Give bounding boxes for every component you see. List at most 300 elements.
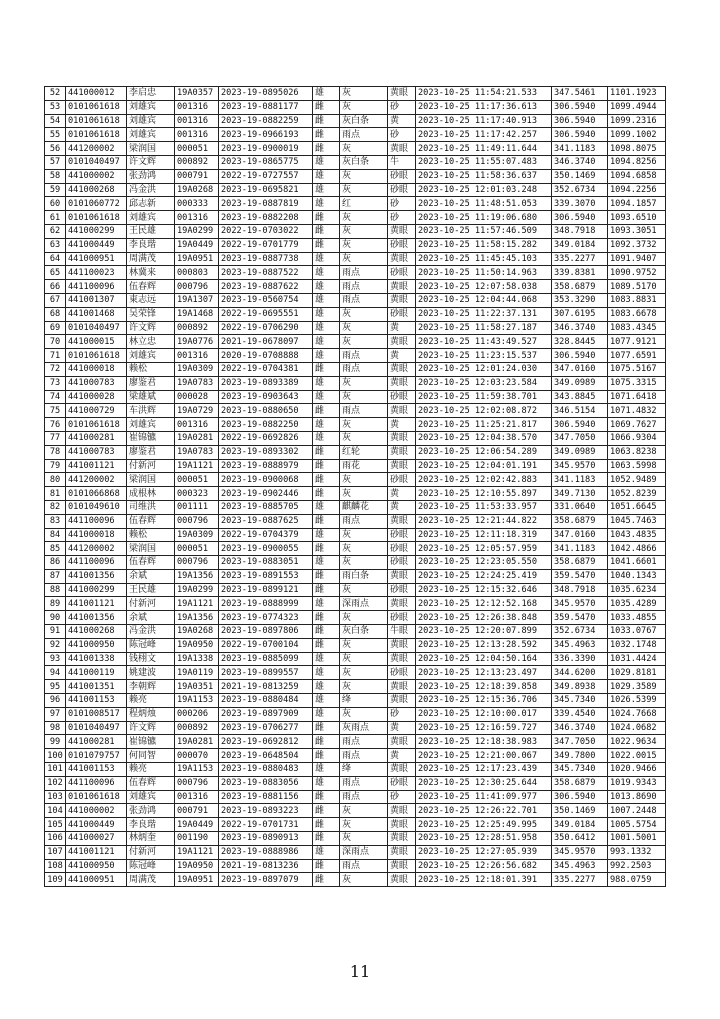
table-cell: 0101040497 [66, 721, 127, 735]
table-cell: 19A1121 [175, 597, 219, 611]
table-cell: 2023-19-0888999 [219, 597, 313, 611]
table-cell: 2023-19-0883051 [219, 556, 313, 570]
table-cell: 441001121 [66, 845, 127, 859]
table-cell: 灰 [340, 183, 388, 197]
table-row [45, 211, 666, 225]
table-cell: 19A0309 [175, 362, 219, 376]
table-cell: 2023-19-0882250 [219, 418, 313, 432]
table-row [45, 528, 666, 542]
table-cell: 001316 [175, 790, 219, 804]
table-cell: 441001121 [66, 597, 127, 611]
table-cell: 2023-10-25 12:16:59.727 [416, 721, 552, 735]
table-cell: 441100096 [66, 556, 127, 570]
table-cell: 灰白条 [340, 114, 388, 128]
table-cell: 2023-19-0966193 [219, 128, 313, 142]
table-cell: 周满茂 [127, 873, 175, 887]
table-cell: 339.8381 [552, 266, 608, 280]
table-cell: 68 [45, 307, 66, 321]
table-cell: 灰 [340, 142, 388, 156]
table-cell: 1071.6418 [608, 390, 666, 404]
table-cell: 2023-10-25 12:02:08.872 [416, 404, 552, 418]
table-cell: 2021-19-0813236 [219, 859, 313, 873]
table-cell: 2023-10-25 11:41:09.977 [416, 790, 552, 804]
table-cell: 73 [45, 376, 66, 390]
table-cell: 刘雄宾 [127, 349, 175, 363]
table-cell: 1052.9489 [608, 473, 666, 487]
table-cell: 347.0160 [552, 362, 608, 376]
table-cell: 57 [45, 155, 66, 169]
table-row [45, 238, 666, 252]
table-cell: 2023-19-0888979 [219, 459, 313, 473]
table-cell: 雄 [313, 87, 340, 101]
table-cell: 345.9570 [552, 597, 608, 611]
table-row [45, 266, 666, 280]
table-cell: 雨点 [340, 362, 388, 376]
table-cell: 雌 [313, 514, 340, 528]
table-cell: 深雨点 [340, 845, 388, 859]
table-cell: 2023-19-0695821 [219, 183, 313, 197]
table-cell: 2023-19-0706277 [219, 721, 313, 735]
table-cell: 1051.6645 [608, 500, 666, 514]
table-row [45, 666, 666, 680]
table-cell: 19A0309 [175, 528, 219, 542]
table-cell: 雌 [313, 445, 340, 459]
table-cell: 赖松 [127, 528, 175, 542]
table-cell: 19A0729 [175, 404, 219, 418]
table-cell: 黄眼 [388, 680, 416, 694]
table-cell: 000803 [175, 266, 219, 280]
table-cell: 2023-10-25 11:55:07.483 [416, 155, 552, 169]
table-cell: 001316 [175, 418, 219, 432]
table-cell: 441001153 [66, 694, 127, 708]
table-cell: 雄 [313, 776, 340, 790]
table-cell: 雨点 [340, 790, 388, 804]
table-cell: 2023-10-25 12:05:57.959 [416, 542, 552, 556]
table-cell: 雄 [313, 680, 340, 694]
table-cell: 2023-10-25 12:07:58.038 [416, 280, 552, 294]
table-row [45, 445, 666, 459]
table-cell: 2023-19-0887622 [219, 280, 313, 294]
table-cell: 灰 [340, 707, 388, 721]
table-cell: 349.7130 [552, 487, 608, 501]
table-cell: 441000002 [66, 804, 127, 818]
table-cell: 黄眼 [388, 459, 416, 473]
table-cell: 2023-10-25 11:58:36.637 [416, 169, 552, 183]
table-cell: 358.6879 [552, 514, 608, 528]
table-cell: 19A0281 [175, 431, 219, 445]
table-cell: 19A0119 [175, 666, 219, 680]
table-cell: 343.8845 [552, 390, 608, 404]
table-cell: 83 [45, 514, 66, 528]
table-cell: 2023-19-0900019 [219, 142, 313, 156]
table-cell: 砂眼 [388, 556, 416, 570]
table-cell: 19A1121 [175, 845, 219, 859]
table-row [45, 569, 666, 583]
table-cell: 1094.2256 [608, 183, 666, 197]
table-cell: 69 [45, 321, 66, 335]
table-cell: 黄眼 [388, 873, 416, 887]
table-cell: 2023-19-0903643 [219, 390, 313, 404]
table-row [45, 459, 666, 473]
table-cell: 林炳奎 [127, 832, 175, 846]
table-cell: 雨点 [340, 514, 388, 528]
table-cell: 92 [45, 638, 66, 652]
table-cell: 雄 [313, 349, 340, 363]
table-cell: 0101061618 [66, 418, 127, 432]
table-cell: 441000119 [66, 666, 127, 680]
table-cell: 2023-19-0897909 [219, 707, 313, 721]
table-cell: 2023-10-25 12:10:00.017 [416, 707, 552, 721]
table-cell: 灰 [340, 556, 388, 570]
table-cell: 86 [45, 556, 66, 570]
table-cell: 347.0160 [552, 528, 608, 542]
table-cell: 441001338 [66, 652, 127, 666]
table-cell: 1098.8075 [608, 142, 666, 156]
table-cell: 0101040497 [66, 321, 127, 335]
table-cell: 19A0449 [175, 818, 219, 832]
table-cell: 2023-19-0880650 [219, 404, 313, 418]
table-cell: 1040.1343 [608, 569, 666, 583]
table-cell: 2023-10-25 12:15:32.646 [416, 583, 552, 597]
table-cell: 339.4540 [552, 707, 608, 721]
table-cell: 钱栩文 [127, 652, 175, 666]
table-cell: 1093.6510 [608, 211, 666, 225]
table-cell: 黄 [388, 114, 416, 128]
table-cell: 冯金洪 [127, 183, 175, 197]
table-cell: 1094.1857 [608, 197, 666, 211]
table-cell: 0101060772 [66, 197, 127, 211]
table-cell: 91 [45, 625, 66, 639]
table-cell: 67 [45, 293, 66, 307]
table-cell: 陈冠峰 [127, 859, 175, 873]
table-cell: 2023-10-25 12:21:44.822 [416, 514, 552, 528]
table-cell: 雄 [313, 597, 340, 611]
results-table [44, 86, 666, 887]
table-cell: 灰 [340, 307, 388, 321]
table-cell: 灰白条 [340, 155, 388, 169]
table-cell: 441000951 [66, 873, 127, 887]
table-cell: 000796 [175, 514, 219, 528]
table-cell: 2023-19-0900068 [219, 473, 313, 487]
table-cell: 2023-10-25 12:28:51.958 [416, 832, 552, 846]
table-cell: 1013.8690 [608, 790, 666, 804]
table-cell: 砂 [388, 100, 416, 114]
table-cell: 灰 [340, 832, 388, 846]
table-cell: 346.3740 [552, 321, 608, 335]
table-cell: 345.4963 [552, 638, 608, 652]
table-cell: 441000729 [66, 404, 127, 418]
table-cell: 2023-19-0881177 [219, 100, 313, 114]
table-row [45, 390, 666, 404]
table-cell: 64 [45, 252, 66, 266]
table-cell: 441000950 [66, 859, 127, 873]
table-cell: 2023-19-0692812 [219, 735, 313, 749]
table-cell: 伍春辉 [127, 776, 175, 790]
table-cell: 2023-10-25 11:22:37.131 [416, 307, 552, 321]
table-cell: 988.0759 [608, 873, 666, 887]
table-row [45, 763, 666, 777]
table-row [45, 404, 666, 418]
table-cell: 王民雄 [127, 583, 175, 597]
table-cell: 441000002 [66, 169, 127, 183]
table-cell: 63 [45, 238, 66, 252]
table-cell: 黄眼 [388, 818, 416, 832]
table-cell: 黄眼 [388, 832, 416, 846]
table-row [45, 611, 666, 625]
table-cell: 灰 [340, 804, 388, 818]
table-cell: 99 [45, 735, 66, 749]
table-cell: 李朝辉 [127, 680, 175, 694]
table-cell: 灰白条 [340, 625, 388, 639]
table-cell: 张劲鸿 [127, 804, 175, 818]
table-row [45, 487, 666, 501]
table-cell: 2023-10-25 12:10:55.897 [416, 487, 552, 501]
table-cell: 何同智 [127, 749, 175, 763]
table-row [45, 776, 666, 790]
table-row [45, 100, 666, 114]
table-cell: 伍春辉 [127, 280, 175, 294]
table-cell: 2023-19-0891553 [219, 569, 313, 583]
table-cell: 黄眼 [388, 638, 416, 652]
table-cell: 刘雄宾 [127, 100, 175, 114]
table-cell: 1001.5001 [608, 832, 666, 846]
table-cell: 0101061618 [66, 349, 127, 363]
table-cell: 2022-19-0701731 [219, 818, 313, 832]
table-cell: 105 [45, 818, 66, 832]
table-cell: 79 [45, 459, 66, 473]
table-cell: 94 [45, 666, 66, 680]
table-cell: 2023-10-25 11:19:06.680 [416, 211, 552, 225]
table-row [45, 638, 666, 652]
table-row [45, 749, 666, 763]
table-cell: 黄眼 [388, 362, 416, 376]
table-cell: 345.9570 [552, 459, 608, 473]
table-cell: 2023-19-0885099 [219, 652, 313, 666]
table-cell: 雄 [313, 707, 340, 721]
table-row [45, 583, 666, 597]
table-cell: 2021-19-0678097 [219, 335, 313, 349]
table-cell: 灰 [340, 528, 388, 542]
table-cell: 付新河 [127, 845, 175, 859]
table-cell: 341.1183 [552, 142, 608, 156]
table-row [45, 128, 666, 142]
table-cell: 441000950 [66, 638, 127, 652]
table-cell: 2023-19-0881156 [219, 790, 313, 804]
table-cell: 雨点 [340, 293, 388, 307]
table-cell: 雨点 [340, 735, 388, 749]
table-cell: 车洪辉 [127, 404, 175, 418]
table-cell: 黄眼 [388, 845, 416, 859]
table-cell: 441001356 [66, 611, 127, 625]
table-cell: 2023-10-25 12:17:23.439 [416, 763, 552, 777]
table-cell: 2023-10-25 12:11:18.319 [416, 528, 552, 542]
table-cell: 1099.1002 [608, 128, 666, 142]
table-cell: 55 [45, 128, 66, 142]
table-cell: 崔锦镳 [127, 735, 175, 749]
table-cell: 19A0950 [175, 638, 219, 652]
table-cell: 雌 [313, 583, 340, 597]
table-cell: 雄 [313, 528, 340, 542]
table-cell: 103 [45, 790, 66, 804]
table-cell: 砂眼 [388, 238, 416, 252]
table-cell: 雄 [313, 556, 340, 570]
table-cell: 雄 [313, 280, 340, 294]
table-cell: 71 [45, 349, 66, 363]
table-cell: 2023-10-25 11:58:15.282 [416, 238, 552, 252]
table-cell: 2023-19-0888986 [219, 845, 313, 859]
table-row [45, 224, 666, 238]
table-cell: 000070 [175, 749, 219, 763]
table-cell: 349.0989 [552, 445, 608, 459]
table-cell: 1099.4944 [608, 100, 666, 114]
table-cell: 60 [45, 197, 66, 211]
table-cell: 冯金洪 [127, 625, 175, 639]
table-cell: 1024.0682 [608, 721, 666, 735]
table-cell: 001190 [175, 832, 219, 846]
table-cell: 林立忠 [127, 335, 175, 349]
table-cell: 348.7918 [552, 583, 608, 597]
table-cell: 2023-19-0893223 [219, 804, 313, 818]
table-cell: 306.5940 [552, 211, 608, 225]
table-cell: 2023-10-25 11:25:21.817 [416, 418, 552, 432]
table-cell: 廖鉴君 [127, 445, 175, 459]
table-cell: 19A0951 [175, 252, 219, 266]
table-row [45, 114, 666, 128]
table-cell: 灰 [340, 473, 388, 487]
table-cell: 雄 [313, 197, 340, 211]
table-cell: 349.0989 [552, 376, 608, 390]
table-cell: 19A1307 [175, 293, 219, 307]
table-cell: 1045.7463 [608, 514, 666, 528]
table-cell: 441000449 [66, 238, 127, 252]
table-cell: 砂眼 [388, 390, 416, 404]
results-table-body [45, 87, 666, 887]
table-cell: 红 [340, 197, 388, 211]
table-cell: 牛眼 [388, 625, 416, 639]
table-cell: 345.9570 [552, 845, 608, 859]
table-cell: 赖亮 [127, 763, 175, 777]
table-cell: 306.5940 [552, 114, 608, 128]
table-cell: 441000281 [66, 735, 127, 749]
table-cell: 109 [45, 873, 66, 887]
table-cell: 邱志新 [127, 197, 175, 211]
table-cell: 441000783 [66, 445, 127, 459]
table-cell: 2023-10-25 12:18:39.858 [416, 680, 552, 694]
table-cell: 雌 [313, 749, 340, 763]
table-cell: 2023-10-25 11:43:49.527 [416, 335, 552, 349]
table-cell: 黄 [388, 349, 416, 363]
table-cell: 2022-19-0703022 [219, 224, 313, 238]
table-cell: 2023-19-0560754 [219, 293, 313, 307]
table-row [45, 721, 666, 735]
table-cell: 306.5940 [552, 100, 608, 114]
table-cell: 2023-19-0887738 [219, 252, 313, 266]
table-cell: 441100096 [66, 514, 127, 528]
table-cell: 红轮 [340, 445, 388, 459]
table-cell: 2023-10-25 12:04:44.068 [416, 293, 552, 307]
table-cell: 黄 [388, 500, 416, 514]
table-cell: 19A1468 [175, 307, 219, 321]
table-cell: 雌 [313, 625, 340, 639]
table-cell: 58 [45, 169, 66, 183]
table-cell: 2023-10-25 11:17:42.257 [416, 128, 552, 142]
table-row [45, 169, 666, 183]
table-cell: 0101061618 [66, 114, 127, 128]
table-cell: 2023-10-25 12:20:07.899 [416, 625, 552, 639]
table-cell: 87 [45, 569, 66, 583]
table-cell: 刘雄宾 [127, 790, 175, 804]
table-cell: 雨花 [340, 459, 388, 473]
table-cell: 2023-10-25 12:01:24.030 [416, 362, 552, 376]
table-cell: 65 [45, 266, 66, 280]
table-cell: 78 [45, 445, 66, 459]
table-cell: 441001356 [66, 569, 127, 583]
table-cell: 砂 [388, 211, 416, 225]
table-cell: 雄 [313, 155, 340, 169]
table-cell: 雌 [313, 114, 340, 128]
table-cell: 19A1356 [175, 569, 219, 583]
table-cell: 441100023 [66, 266, 127, 280]
table-cell: 1029.3589 [608, 680, 666, 694]
table-cell: 000051 [175, 142, 219, 156]
table-cell: 雄 [313, 694, 340, 708]
table-cell: 2023-19-0887819 [219, 197, 313, 211]
table-row [45, 542, 666, 556]
table-cell: 000791 [175, 804, 219, 818]
table-cell: 350.1469 [552, 804, 608, 818]
table-row [45, 804, 666, 818]
table-cell: 441000299 [66, 224, 127, 238]
table-cell: 441100096 [66, 776, 127, 790]
table-cell: 2023-10-25 11:50:14.963 [416, 266, 552, 280]
table-cell: 黄眼 [388, 404, 416, 418]
table-cell: 349.7800 [552, 749, 608, 763]
table-cell: 19A0357 [175, 87, 219, 101]
table-cell: 0101008517 [66, 707, 127, 721]
table-cell: 80 [45, 473, 66, 487]
table-cell: 335.2277 [552, 873, 608, 887]
table-cell: 黄眼 [388, 859, 416, 873]
table-cell: 441200002 [66, 473, 127, 487]
table-cell: 19A0268 [175, 183, 219, 197]
table-cell: 灰 [340, 335, 388, 349]
table-cell: 雄 [313, 666, 340, 680]
table-cell: 000051 [175, 542, 219, 556]
table-cell: 雨点 [340, 266, 388, 280]
table-cell: 52 [45, 87, 66, 101]
table-cell: 灰 [340, 100, 388, 114]
table-cell: 441200002 [66, 542, 127, 556]
table-cell: 黄 [388, 749, 416, 763]
table-cell: 2022-19-0695551 [219, 307, 313, 321]
table-cell: 88 [45, 583, 66, 597]
table-cell: 灰 [340, 418, 388, 432]
table-cell: 1007.2448 [608, 804, 666, 818]
table-cell: 441001307 [66, 293, 127, 307]
table-cell: 2023-19-0893302 [219, 445, 313, 459]
table-cell: 黄 [388, 721, 416, 735]
table-cell: 0101079757 [66, 749, 127, 763]
table-cell: 993.1332 [608, 845, 666, 859]
table-row [45, 859, 666, 873]
table-cell: 2023-10-25 12:21:00.067 [416, 749, 552, 763]
table-cell: 雌 [313, 224, 340, 238]
table-cell: 1089.5170 [608, 280, 666, 294]
table-cell: 雄 [313, 418, 340, 432]
table-cell: 余斌 [127, 569, 175, 583]
table-cell: 349.8938 [552, 680, 608, 694]
table-cell: 353.3290 [552, 293, 608, 307]
